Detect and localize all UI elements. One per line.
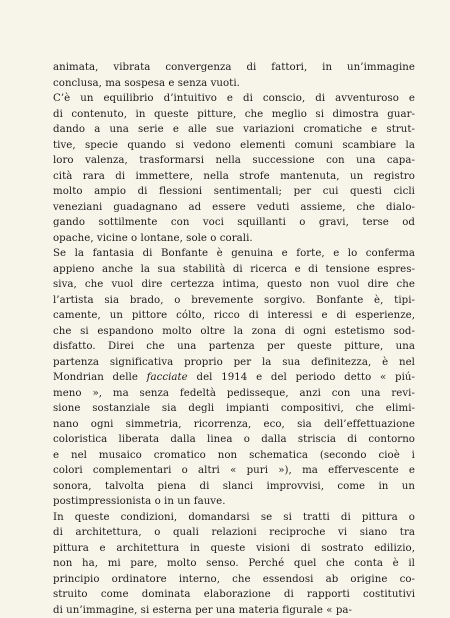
paragraph bbox=[53, 246, 415, 510]
text-line: principio ordinatore interno, che essendosi ab origine co- bbox=[53, 572, 415, 588]
text-line: di architettura, o quali relazioni reciproche vi siano tra bbox=[53, 525, 415, 541]
text-line: l’artista sia brado, o brevemente sorgivo. Bonfante è, tipi- bbox=[53, 293, 415, 309]
text-line: postimpressionista o in un fauve. bbox=[53, 494, 415, 510]
text-line: struito come dominata elaborazione di rapporti costitutivi bbox=[53, 587, 415, 603]
text-line: In queste condizioni, domandarsi se si tratti di pittura o bbox=[53, 510, 415, 526]
text-line: Se la fantasia di Bonfante è genuina e forte, e lo conferma bbox=[53, 246, 415, 262]
text-line: disfatto. Direi che una partenza per queste pitture, una bbox=[53, 339, 415, 355]
text-line: coloristica liberata dalla linea o dalla striscia di contorno bbox=[53, 432, 415, 448]
text-line: animata, vibrata convergenza di fattori, in un’immagine bbox=[53, 60, 415, 76]
text-line: sonora, talvolta piena di slanci improvvisi, come in un bbox=[53, 479, 415, 495]
text-line: nano ogni simmetria, ricorrenza, eco, sia dell’effettuazione bbox=[53, 417, 415, 433]
text-line: e nel musaico cromatico non schematica (secondo cioè i bbox=[53, 448, 415, 464]
text-line: che si espandono molto oltre la zona di ogni estetismo sod- bbox=[53, 324, 415, 340]
text-line: conclusa, ma sospesa e senza vuoti. bbox=[53, 76, 415, 92]
text-line: gando sottilmente con voci squillanti o gravi, terse od bbox=[53, 215, 415, 231]
text-line: appieno anche la sua stabilità di ricerca e di tensione espres- bbox=[53, 262, 415, 278]
text-line: loro valenza, trasformarsi nella successione con una capa- bbox=[53, 153, 415, 169]
text-line: cità rara di immettere, nella strofe mantenuta, un registro bbox=[53, 169, 415, 185]
text-line: C’è un equilibrio d’intuitivo e di conscio, di avventuroso e bbox=[53, 91, 415, 107]
text-line: di un’immagine, si esterna per una materia figurale « pa- bbox=[53, 603, 415, 618]
paragraph bbox=[53, 91, 415, 246]
text-line: opache, vicine o lontane, sole o corali. bbox=[53, 231, 415, 247]
text-line: partenza significativa proprio per la sua definitezza, è nel bbox=[53, 355, 415, 371]
text-line: siva, che vuol dire certezza intima, questo non vuol dire che bbox=[53, 277, 415, 293]
paragraph bbox=[53, 60, 415, 91]
paragraph bbox=[53, 510, 415, 618]
text-line: dando a una serie e alle sue variazioni cromatiche e strut- bbox=[53, 122, 415, 138]
text-line: meno », ma senza fedeltà pedisseque, anzi con una revi- bbox=[53, 386, 415, 402]
text-line: pittura e architettura in queste visioni di sostrato edilizio, bbox=[53, 541, 415, 557]
text-line: molto ampio di flessioni sentimentali; per cui questi cicli bbox=[53, 184, 415, 200]
text-line: non ha, mi pare, molto senso. Perché quel che conta è il bbox=[53, 556, 415, 572]
body-text bbox=[53, 60, 415, 618]
text-line: camente, un pittore cólto, ricco di interessi e di esperienze, bbox=[53, 308, 415, 324]
text-line: Mondrian delle facciate del 1914 e del periodo detto « piú- bbox=[53, 370, 415, 386]
text-line: sione sostanziale sia degli impianti compositivi, che elimi- bbox=[53, 401, 415, 417]
text-line: di contenuto, in queste pitture, che meglio si dimostra guar- bbox=[53, 107, 415, 123]
text-line: veneziani guadagnano ad essere veduti assieme, che dialo- bbox=[53, 200, 415, 216]
text-line: colori complementari o altri « puri »), ma effervescente e bbox=[53, 463, 415, 479]
text-line: tive, specie quando si vedono elementi comuni scambiare la bbox=[53, 138, 415, 154]
